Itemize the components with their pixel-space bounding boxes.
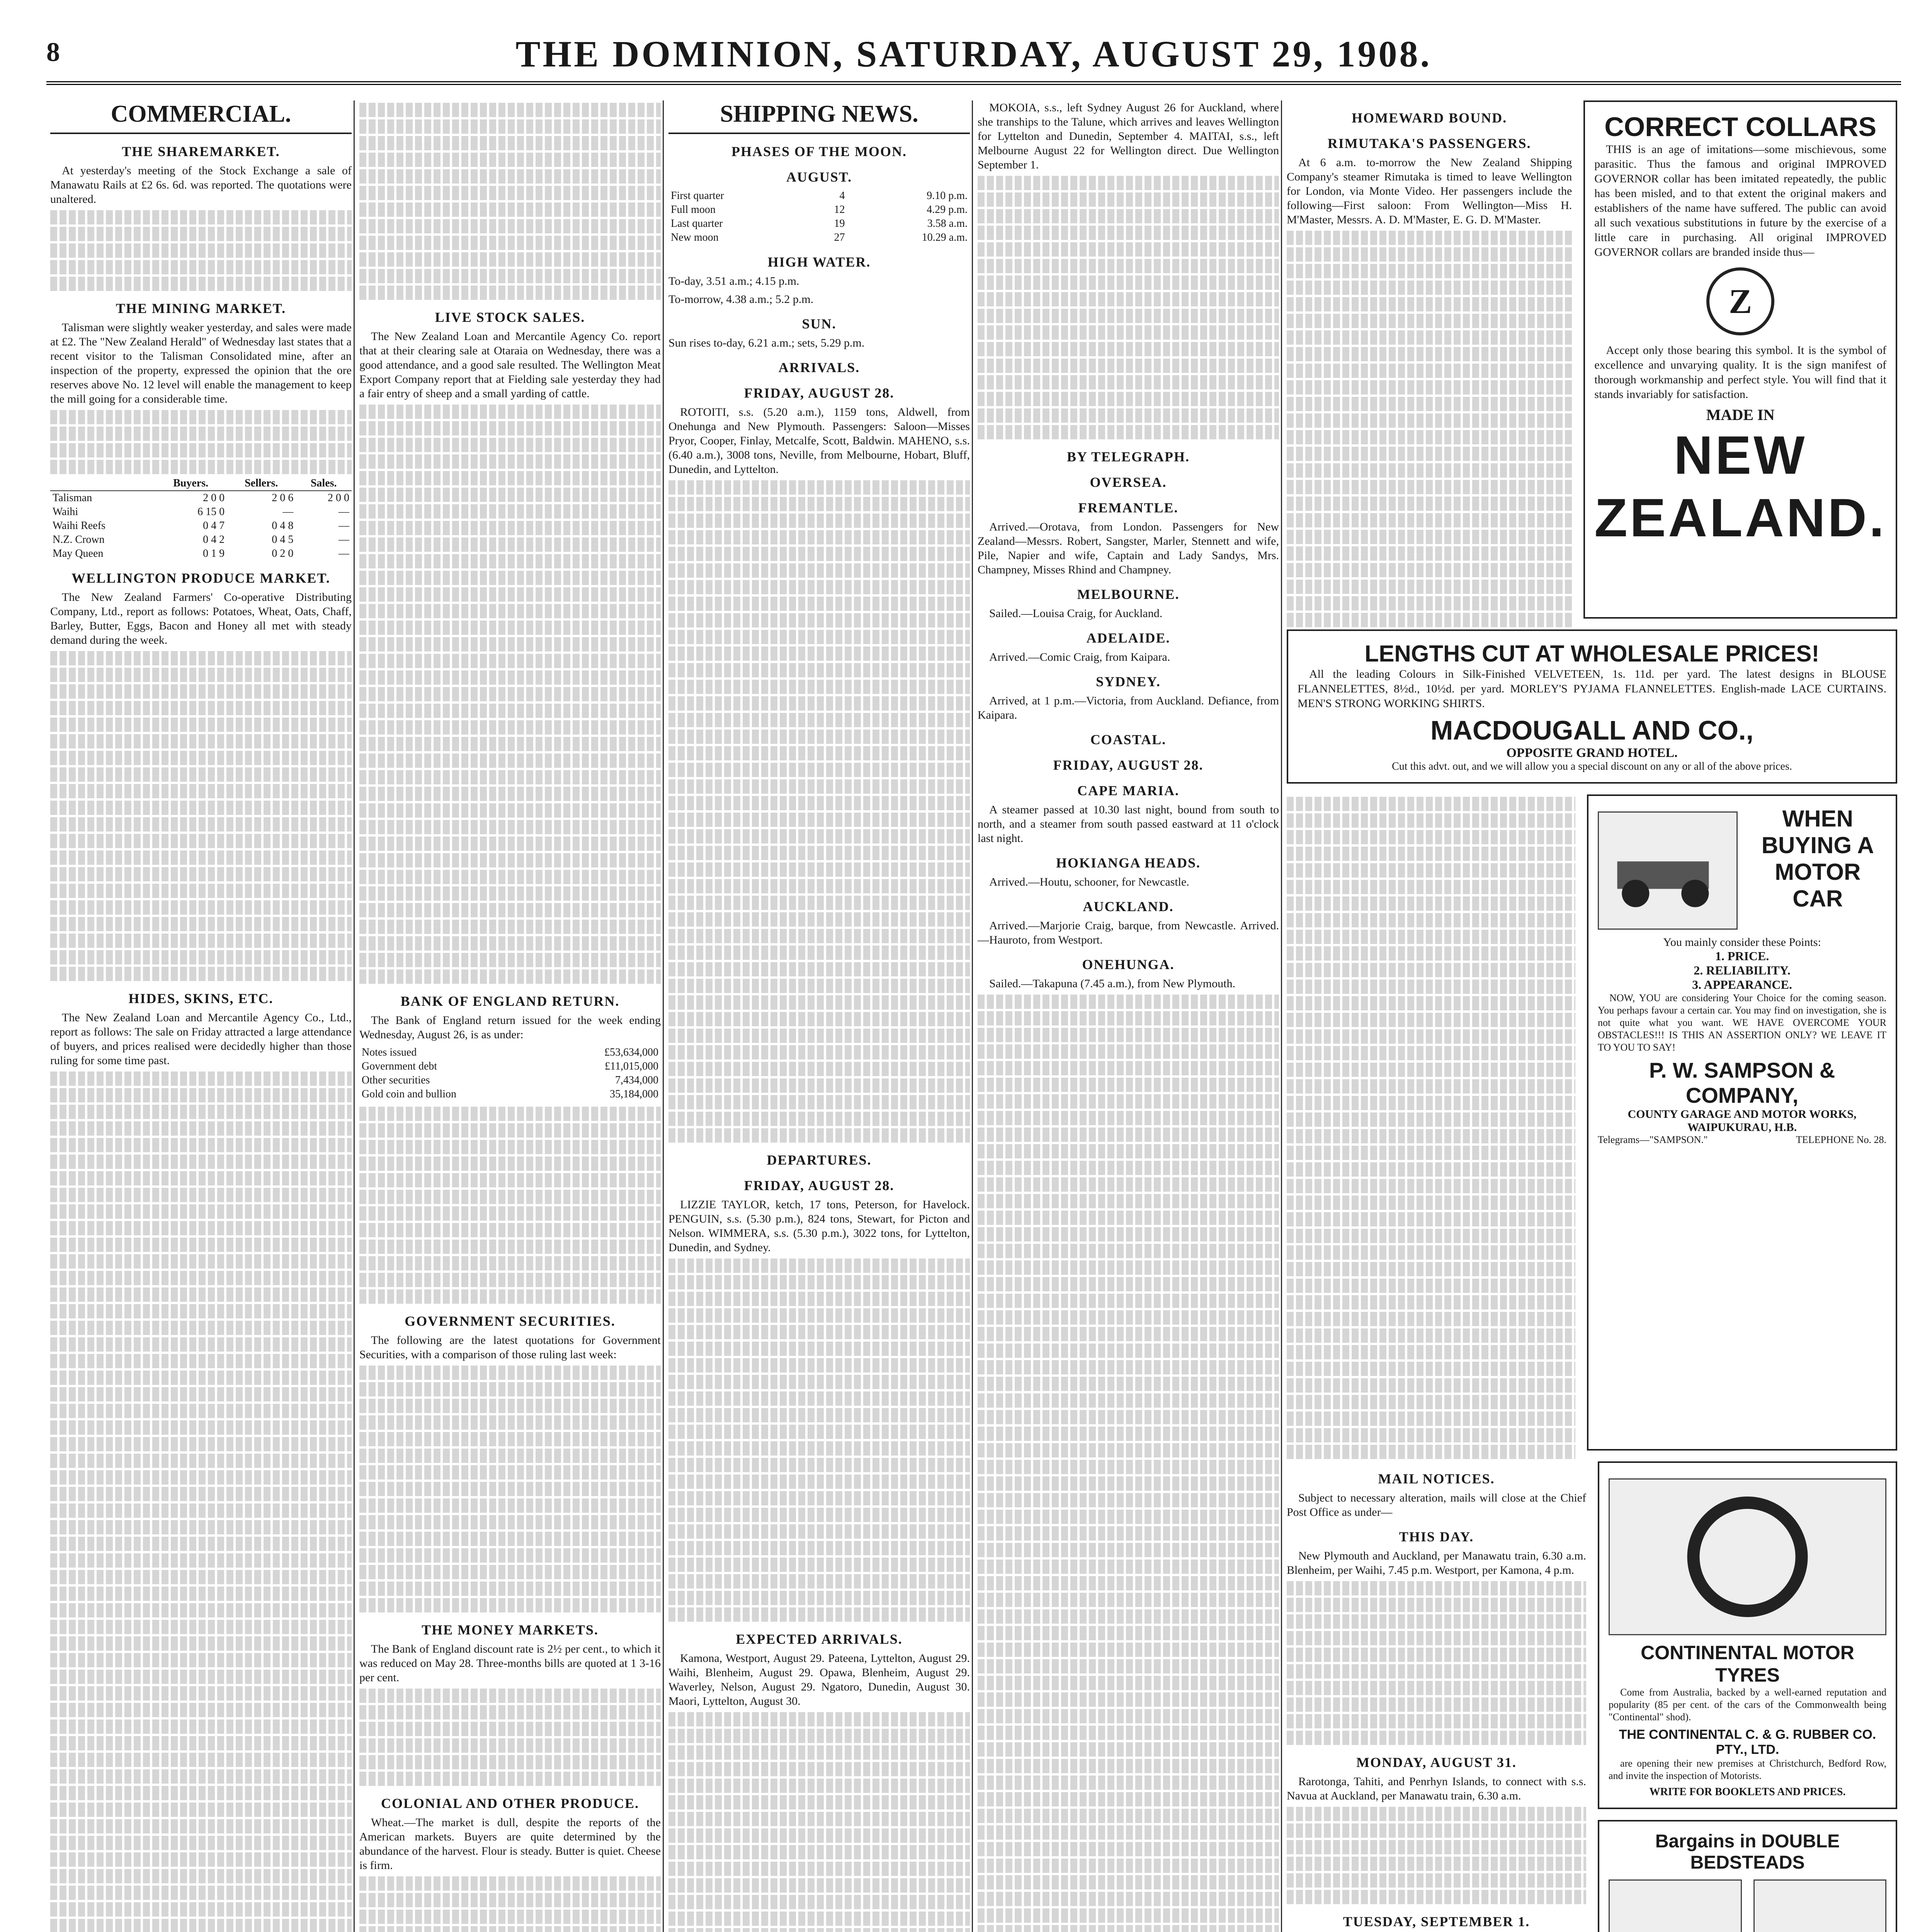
shipping-heading: SHIPPING NEWS. <box>668 100 970 134</box>
table-cell: — <box>338 534 349 546</box>
tuesday-title: TUESDAY, SEPTEMBER 1. <box>1343 1914 1530 1929</box>
hokianga-title: HOKIANGA HEADS. <box>1056 855 1201 871</box>
bedstead-illustration <box>1609 1879 1742 1932</box>
motor-lead: You mainly consider these Points: <box>1663 936 1821 949</box>
table-cell: Last quarter <box>671 218 723 230</box>
new-zealand-label: NEW ZEALAND. <box>1594 425 1887 548</box>
monday-title: MONDAY, AUGUST 31. <box>1356 1755 1517 1770</box>
table-row <box>50 491 352 505</box>
sydney-text: Arrived, at 1 p.m.—Victoria, from Auckland. Defiance, from Kaipara. <box>978 694 1279 721</box>
motor-headline-3: MOTOR CAR <box>1775 859 1861 912</box>
bank-england-title: BANK OF ENGLAND RETURN. <box>400 993 620 1009</box>
bedstead-illustration <box>1753 1879 1887 1932</box>
table-cell: £11,015,000 <box>605 1060 658 1072</box>
vessels-text: MOKOIA, s.s., left Sydney August 26 for Auckland, where she tranships to the Talune, which arrives and leaves Wellington for Lyttelton and Dunedin, September 4. MAITAI, s.s., left Melbourne August 22 for Wellington direct. Due Wellington September 1. <box>978 101 1279 171</box>
table-cell: — <box>338 548 349 560</box>
table-cell: Other securities <box>362 1074 430 1086</box>
tyres-title: CONTINENTAL MOTOR TYRES <box>1641 1642 1854 1686</box>
table-cell: Waihi Reefs <box>53 520 105 532</box>
colonial-produce-text: Wheat.—The market is dull, despite the reports of the American markets. Buyers are quite determined by the abundance of the harvest. Flour is steady. Butter is quiet. Cheese is firm. <box>359 1816 661 1872</box>
motor-point: 3. APPEARANCE. <box>1692 978 1792 992</box>
table-cell: 7,434,000 <box>615 1074 658 1086</box>
page-number: 8 <box>46 37 60 67</box>
table-cell: N.Z. Crown <box>53 534 105 546</box>
table-cell: 19 <box>834 218 845 230</box>
table-row <box>668 231 970 245</box>
table-cell: 0 4 5 <box>272 534 294 546</box>
lengths-title: LENGTHS CUT AT WHOLESALE PRICES! <box>1364 641 1820 667</box>
lengths-footer: Cut this advt. out, and we will allow you a special discount on any or all of the above prices. <box>1392 760 1792 772</box>
column-rule <box>354 100 355 1932</box>
produce-market-text: The New Zealand Farmers' Co-operative Distributing Company, Ltd., report as follows: Potatoes, Wheat, Oats, Chaff, Barley, Butter, Eggs, Bacon and Honey all met with steady demand during the week. <box>50 591 352 646</box>
table-cell: 10.29 a.m. <box>922 231 968 243</box>
money-markets-text: The Bank of England discount rate is 2½ per cent., to which it was reduced on May 28. Three-months bills are quoted at 1 3-16 per cent. <box>359 1643 661 1684</box>
moon-title: PHASES OF THE MOON. <box>731 144 907 159</box>
column-rule <box>972 100 973 1932</box>
motor-headline-2: BUYING A <box>1761 832 1874 858</box>
table-cell: 0 4 7 <box>203 520 225 532</box>
column-rule <box>663 100 664 1932</box>
table-cell: May Queen <box>53 548 104 560</box>
column-vessels <box>978 100 1279 1932</box>
table-row <box>359 1073 661 1087</box>
arrivals-date: FRIDAY, AUGUST 28. <box>744 385 895 401</box>
lengths-body: All the leading Colours in Silk-Finished VELVETEEN, 1s. 11d. per yard. The latest designs in BLOUSE FLANNELETTES, 8½d., 10½d. per yard. MORLEY'S PYJAMA FLANNELETTES. English-made LACE CURTAINS. MEN'S STRONG WORKING SHIRTS. <box>1298 668 1886 710</box>
motor-point: 1. PRICE. <box>1715 949 1769 963</box>
macdougall-name: MACDOUGALL AND CO., <box>1430 715 1754 745</box>
hokianga-text: Arrived.—Houtu, schooner, for Newcastle. <box>989 876 1189 888</box>
high-water-tomorrow: To-morrow, 4.38 a.m.; 5.2 p.m. <box>668 293 814 306</box>
departures-date: FRIDAY, AUGUST 28. <box>744 1178 895 1193</box>
motor-body: NOW, YOU are considering Your Choice for the coming season. You perhaps favour a certain car. You may find on investigation, she is not quite what you want. WE HAVE OVERCOME YOUR OBSTACLES!!! IS THIS AN ASSERTION ONLY? WE LEAVE IT TO YOU TO SAY! <box>1598 992 1886 1053</box>
table-cell: Gold coin and bullion <box>362 1088 456 1100</box>
onehunga-title: ONEHUNGA. <box>1082 957 1175 972</box>
gov-securities-text: The following are the latest quotations for Government Securities, with a comparison of those ruling last week: <box>359 1334 661 1361</box>
table-row <box>359 1060 661 1073</box>
auckland-title: AUCKLAND. <box>1083 899 1174 914</box>
table-row <box>668 217 970 231</box>
high-water-title: HIGH WATER. <box>767 254 871 270</box>
coastal-date: FRIDAY, AUGUST 28. <box>1053 757 1204 773</box>
table-cell: Notes issued <box>362 1046 417 1058</box>
table-cell: First quarter <box>671 190 724 202</box>
homeward-text: At 6 a.m. to-morrow the New Zealand Shipping Company's steamer Rimutaka is timed to leave Wellington for London, via Monte Video. Her passengers include the following—First saloon: From Wellington—Miss H. M'Master, Messrs. A. D. M'Master, E. G. D. M'Master. <box>1287 156 1572 226</box>
tyres-illustration <box>1609 1478 1886 1635</box>
moon-month: AUGUST. <box>786 169 852 185</box>
bedsteads-ad <box>1598 1820 1897 1932</box>
table-cell: 4 <box>839 190 845 202</box>
bank-england-table <box>359 1046 661 1101</box>
fremantle-title: FREMANTLE. <box>1078 500 1179 515</box>
tyres-body: Come from Australia, backed by a well-earned reputation and popularity (85 per cent. of the cars of the Commonwealth being "Continental" shod). <box>1609 1687 1886 1723</box>
table-cell: 0 4 2 <box>203 534 225 546</box>
collar-brand-icon: Z <box>1706 267 1774 335</box>
stock-sales-title: LIVE STOCK SALES. <box>435 310 585 325</box>
adelaide-title: ADELAIDE. <box>1086 630 1170 646</box>
table-cell: 2 0 6 <box>272 492 294 504</box>
monday-text: Rarotonga, Tahiti, and Penrhyn Islands, to connect with s.s. Navua at Auckland, per Manawatu train, 6.30 a.m. <box>1287 1775 1586 1802</box>
table-header <box>50 476 155 491</box>
made-in-label: MADE IN <box>1706 406 1775 423</box>
cape-maria-text: A steamer passed at 10.30 last night, bound from south to north, and a steamer from south passed eastward at 11 o'clock last night. <box>978 803 1279 845</box>
table-cell: Waihi <box>53 506 78 518</box>
column-rule <box>1281 100 1282 1932</box>
table-cell: 4.29 p.m. <box>927 204 968 216</box>
table-cell: New moon <box>671 231 719 243</box>
moon-table <box>668 189 970 245</box>
homeward-title: HOMEWARD BOUND. <box>1352 110 1507 126</box>
tyres-cta: WRITE FOR BOOKLETS AND PRICES. <box>1649 1786 1846 1798</box>
motor-point: 2. RELIABILITY. <box>1694 963 1791 977</box>
money-markets-title: THE MONEY MARKETS. <box>422 1622 599 1638</box>
gov-securities-title: GOVERNMENT SECURITIES. <box>405 1313 616 1329</box>
this-day-text: New Plymouth and Auckland, per Manawatu train, 6.30 a.m. Blenheim, per Waihi, 7.45 p.m. Westport, per Kamona, 4 p.m. <box>1287 1549 1586 1577</box>
motor-ad <box>1587 794 1897 1451</box>
high-water-today: To-day, 3.51 a.m.; 4.15 p.m. <box>668 275 799 287</box>
sampson-name: P. W. SAMPSON & COMPANY, <box>1649 1058 1835 1107</box>
table-row <box>50 547 352 561</box>
table-row <box>359 1046 661 1060</box>
table-header: Sellers. <box>227 476 296 491</box>
mining-table <box>50 476 352 561</box>
table-cell: £53,634,000 <box>604 1046 658 1058</box>
column-shipping <box>668 100 970 1932</box>
table-cell: 2 0 0 <box>328 492 349 504</box>
table-cell: 0 1 9 <box>203 548 225 560</box>
arrivals-title: ARRIVALS. <box>778 360 860 375</box>
table-header: Buyers. <box>155 476 227 491</box>
homeward-subtitle: RIMUTAKA'S PASSENGERS. <box>1327 136 1531 151</box>
departures-title: DEPARTURES. <box>767 1152 872 1168</box>
table-cell: 27 <box>834 231 845 243</box>
melbourne-text: Sailed.—Louisa Craig, for Auckland. <box>989 607 1163 620</box>
table-row <box>668 189 970 203</box>
motor-car-illustration <box>1598 811 1738 930</box>
table-row <box>359 1087 661 1101</box>
table-cell: — <box>338 520 349 532</box>
mail-column-2 <box>1287 794 1575 1461</box>
masthead <box>46 23 1901 85</box>
hides-text: The New Zealand Loan and Mercantile Agency Co., Ltd., report as follows: The sale on Friday attracted a large attendance of buyers, and prices realised were decidedly higher than those ruling for some time past. <box>50 1011 352 1067</box>
table-cell: Talisman <box>53 492 92 504</box>
share-market-text: At yesterday's meeting of the Stock Exchange a sale of Manawatu Rails at £2 6s. 6d. was reported. The quotations were unaltered. <box>50 164 352 206</box>
table-cell: 9.10 p.m. <box>927 190 968 202</box>
tyres-ad <box>1598 1461 1897 1809</box>
table-row <box>50 519 352 533</box>
expected-text: Kamona, Westport, August 29. Pateena, Lyttelton, August 29. Waihi, Blenheim, August 29. Opawa, Blenheim, August 29. Waverley, Nelson, August 29. Ngatoro, Dunedin, August 30. Maori, Lyttelton, August 30. <box>668 1652 970 1708</box>
colonial-produce-title: COLONIAL AND OTHER PRODUCE. <box>381 1796 639 1811</box>
bank-england-text: The Bank of England return issued for the week ending Wednesday, August 26, is as under: <box>359 1014 661 1041</box>
sampson-telegrams: Telegrams—"SAMPSON." <box>1598 1134 1708 1145</box>
collars-title: CORRECT COLLARS <box>1604 112 1877 142</box>
sampson-telephone: TELEPHONE No. 28. <box>1796 1134 1886 1145</box>
collars-ad <box>1583 100 1897 619</box>
sun-title: SUN. <box>802 316 837 332</box>
onehunga-text: Sailed.—Takapuna (7.45 a.m.), from New Plymouth. <box>989 977 1235 990</box>
table-cell: — <box>338 506 349 518</box>
departures-text: LIZZIE TAYLOR, ketch, 17 tons, Peterson, for Havelock. PENGUIN, s.s. (5.30 p.m.), 824 tons, Stewart, for Picton and Nelson. WIMMERA, s.s. (5.30 p.m.), 3022 tons, for Lyttelton, Dunedin, and Sydney. <box>668 1198 970 1254</box>
table-cell: 0 2 0 <box>272 548 294 560</box>
tyre-icon <box>1610 1480 1885 1634</box>
oversea-title: OVERSEA. <box>1090 474 1167 490</box>
sampson-location: WAIPUKURAU, H.B. <box>1687 1121 1797 1134</box>
continental-name: THE CONTINENTAL C. & G. RUBBER CO. PTY., LTD. <box>1619 1727 1876 1757</box>
mail-notices-text: Subject to necessary alteration, mails will close at the Chief Post Office as under— <box>1287 1492 1586 1519</box>
fremantle-text: Arrived.—Orotava, from London. Passengers for New Zealand—Messrs. Robert, Sangster, Marler, Stennett and wife, Pile, Napier and wife, Captain and Lady Sandys, Mrs. Champney, Misses Rhind and Champney. <box>978 520 1279 576</box>
table-row <box>50 533 352 547</box>
collars-body: THIS is an age of imitations—some mischievous, some parasitic. Thus the famous and original IMPROVED GOVERNOR collar has been imitated repeatedly, the public has been misled, and to that extent the original makers and establishers of the name have suffered. The public can avoid all such vexatious substitutions in future by the exercise of a little care in purchasing. All original IMPROVED GOVERNOR collars are branded inside thus— <box>1594 143 1886 259</box>
table-cell: Full moon <box>671 204 716 216</box>
stock-sales-text: The New Zealand Loan and Mercantile Agency Co. report that at their clearing sale at Otaraia on Wednesday, there was a good attendance, and a good sale resulted. The Wellington Meat Export Company report that at Fielding sale yesterday they had a fair entry of sheep and a small yarding of cattle. <box>359 330 661 400</box>
table-cell: 2 0 0 <box>203 492 225 504</box>
telegraph-title: BY TELEGRAPH. <box>1066 449 1190 464</box>
table-row <box>668 203 970 217</box>
hides-title: HIDES, SKINS, ETC. <box>128 991 274 1006</box>
newspaper-title: THE DOMINION, SATURDAY, AUGUST 29, 1908. <box>515 33 1432 75</box>
table-row <box>50 505 352 519</box>
mail-notices-title: MAIL NOTICES. <box>1378 1471 1495 1486</box>
melbourne-title: MELBOURNE. <box>1077 587 1180 602</box>
table-cell: 3.58 a.m. <box>927 218 968 230</box>
cape-maria-title: CAPE MARIA. <box>1077 783 1179 798</box>
column-commercial <box>50 100 352 1932</box>
produce-market-title: WELLINGTON PRODUCE MARKET. <box>71 570 330 586</box>
table-cell: — <box>282 506 294 518</box>
table-cell: 6 15 0 <box>197 506 225 518</box>
adelaide-text: Arrived.—Comic Craig, from Kaipara. <box>989 651 1170 663</box>
sun-text: Sun rises to-day, 6.21 a.m.; sets, 5.29 p.m. <box>668 337 865 349</box>
table-cell: 35,184,000 <box>610 1088 658 1100</box>
mining-market-text: Talisman were slightly weaker yesterday, and sales were made at £2. The "New Zealand Herald" of Wednesday last states that a recent visitor to the Talisman Consolidated mine, after an inspection of the property, expressed the opinion that the ore reserves above No. 12 level will enable the management to keep the mill going for a considerable time. <box>50 321 352 405</box>
motor-headline-1: WHEN <box>1782 806 1853 832</box>
macdougall-address: OPPOSITE GRAND HOTEL. <box>1506 746 1678 760</box>
column-markets <box>359 100 661 1932</box>
column-ads <box>1287 100 1897 1932</box>
expected-title: EXPECTED ARRIVALS. <box>736 1631 903 1647</box>
table-cell: 0 4 8 <box>272 520 294 532</box>
tyres-note: are opening their new premises at Christchurch, Bedford Row, and invite the inspection of Motorists. <box>1609 1758 1886 1781</box>
commercial-heading: COMMERCIAL. <box>50 100 352 134</box>
auckland-text: Arrived.—Marjorie Craig, barque, from Newcastle. Arrived.—Hauroto, from Westport. <box>978 919 1279 946</box>
table-cell: 12 <box>834 204 845 216</box>
arrivals-text: ROTOITI, s.s. (5.20 a.m.), 1159 tons, Aldwell, from Onehunga and New Plymouth. Passengers: Saloon—Misses Pryor, Cooper, Finlay, Metcalfe, Scott, Baldwin. MAHENO, s.s. (6.40 a.m.), 3008 tons, Neville, from Melbourne, Hobart, Bluff, Dunedin, and Lyttelton. <box>668 406 970 476</box>
collars-note: Accept only those bearing this symbol. It is the symbol of excellence and unvarying quality. It is the sign manifest of thorough workmanship and perfect style. You will find that it stands invariably for satisfaction. <box>1594 344 1886 401</box>
mail-column <box>1287 100 1572 629</box>
this-day-title: THIS DAY. <box>1399 1529 1474 1544</box>
share-market-title: THE SHAREMARKET. <box>122 144 280 159</box>
table-cell: Government debt <box>362 1060 437 1072</box>
car-icon <box>1599 813 1736 929</box>
sampson-sub: COUNTY GARAGE AND MOTOR WORKS, <box>1628 1108 1857 1121</box>
mail-notices <box>1287 1461 1586 1932</box>
table-header: Sales. <box>296 476 352 491</box>
mining-market-title: THE MINING MARKET. <box>116 301 286 316</box>
bedsteads-title: Bargains in DOUBLE BEDSTEADS <box>1655 1831 1840 1873</box>
coastal-title: COASTAL. <box>1090 732 1167 747</box>
sydney-title: SYDNEY. <box>1096 674 1161 689</box>
lengths-ad <box>1287 629 1897 784</box>
